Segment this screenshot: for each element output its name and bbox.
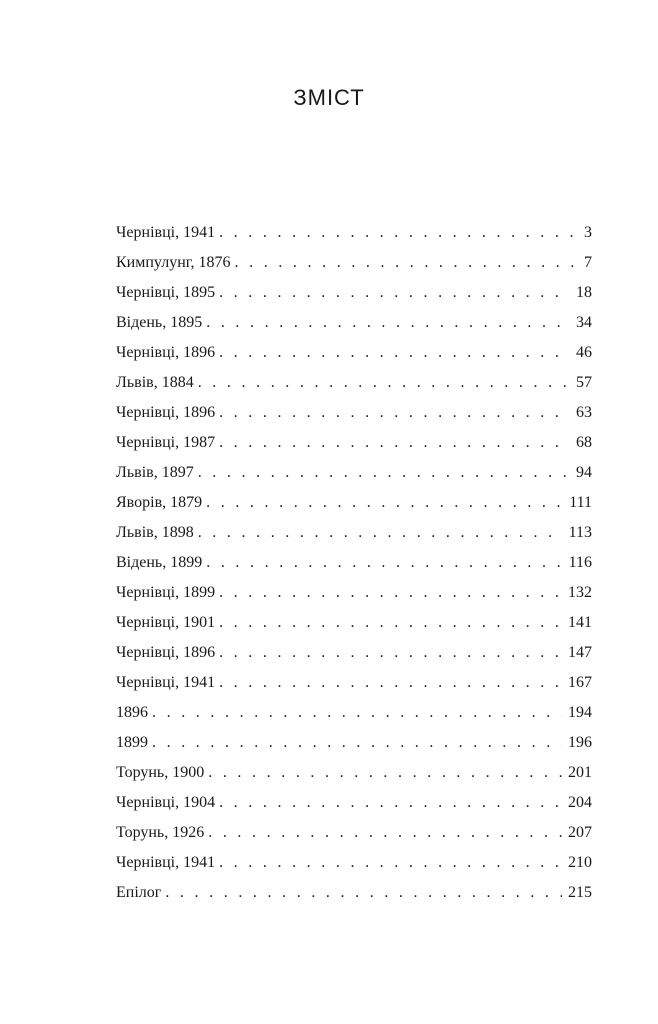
toc-entry-label: Чернівці, 1896 (116, 644, 216, 661)
toc-entry-label: Чернівці, 1987 (116, 434, 216, 451)
dot-leader (152, 728, 562, 758)
toc-entry-label: Чернівці, 1941 (116, 854, 216, 871)
dot-leader (219, 398, 570, 428)
toc-entry-label: Кимпулунг, 1876 (116, 254, 231, 271)
toc-entry (116, 608, 592, 638)
toc-entry-label: Відень, 1895 (116, 314, 203, 331)
toc-entry (116, 488, 592, 518)
dot-leader (208, 818, 562, 848)
toc-entry-page-number: 215 (568, 884, 592, 901)
dot-leader (208, 758, 562, 788)
dot-leader (198, 518, 563, 548)
dot-leader (206, 488, 563, 518)
toc-entry-label: Торунь, 1900 (116, 764, 205, 781)
dot-leader (198, 368, 570, 398)
toc-entry-label: Чернівці, 1901 (116, 614, 216, 631)
table-of-contents (116, 218, 592, 908)
toc-entry (116, 368, 592, 398)
toc-entry-label: Львів, 1884 (116, 374, 194, 391)
toc-entry (116, 308, 592, 338)
toc-entry-page-number: 207 (568, 824, 592, 841)
toc-entry-page-number: 111 (569, 494, 592, 511)
toc-entry-page-number: 7 (584, 254, 592, 271)
dot-leader (219, 668, 562, 698)
toc-entry-label: Чернівці, 1899 (116, 584, 216, 601)
dot-leader (206, 308, 570, 338)
toc-entry-page-number: 141 (568, 614, 592, 631)
toc-entry-page-number: 68 (576, 434, 592, 451)
toc-entry-page-number: 210 (568, 854, 592, 871)
toc-entry-label: Чернівці, 1904 (116, 794, 216, 811)
toc-entry (116, 698, 592, 728)
toc-entry (116, 518, 592, 548)
toc-entry-label: Чернівці, 1896 (116, 404, 216, 421)
toc-entry (116, 728, 592, 758)
toc-entry (116, 248, 592, 278)
toc-entry-label: Чернівці, 1941 (116, 674, 216, 691)
toc-entry-page-number: 116 (568, 554, 592, 571)
toc-entry-page-number: 46 (576, 344, 592, 361)
toc-entry-page-number: 3 (584, 224, 592, 241)
toc-entry (116, 578, 592, 608)
toc-entry-page-number: 18 (576, 284, 592, 301)
toc-entry-label: 1896 (116, 704, 148, 721)
toc-entry (116, 218, 592, 248)
toc-entry-label: 1899 (116, 734, 148, 751)
toc-entry-page-number: 34 (576, 314, 592, 331)
toc-entry-label: Відень, 1899 (116, 554, 203, 571)
toc-entry (116, 428, 592, 458)
toc-entry-page-number: 113 (568, 524, 592, 541)
dot-leader (235, 248, 578, 278)
toc-entry (116, 788, 592, 818)
dot-leader (219, 578, 562, 608)
toc-entry-page-number: 204 (568, 794, 592, 811)
toc-entry (116, 338, 592, 368)
toc-entry (116, 878, 592, 908)
toc-entry-label: Львів, 1898 (116, 524, 194, 541)
toc-entry (116, 458, 592, 488)
toc-entry (116, 278, 592, 308)
toc-entry-page-number: 147 (568, 644, 592, 661)
dot-leader (219, 848, 562, 878)
toc-entry-page-number: 132 (568, 584, 592, 601)
dot-leader (219, 338, 570, 368)
dot-leader (165, 878, 562, 908)
toc-entry-page-number: 94 (576, 464, 592, 481)
toc-entry-label: Чернівці, 1941 (116, 224, 216, 241)
toc-entry-page-number: 167 (568, 674, 592, 691)
toc-entry-page-number: 196 (568, 734, 592, 751)
dot-leader (219, 638, 562, 668)
toc-entry-label: Чернівці, 1895 (116, 284, 216, 301)
toc-entry-label: Чернівці, 1896 (116, 344, 216, 361)
dot-leader (152, 698, 562, 728)
toc-entry-page-number: 201 (568, 764, 592, 781)
dot-leader (206, 548, 562, 578)
toc-entry-label: Львів, 1897 (116, 464, 194, 481)
toc-entry-page-number: 194 (568, 704, 592, 721)
dot-leader (219, 788, 562, 818)
dot-leader (219, 428, 570, 458)
toc-entry (116, 548, 592, 578)
toc-entry-label: Яворів, 1879 (116, 494, 203, 511)
toc-entry (116, 818, 592, 848)
toc-entry (116, 638, 592, 668)
toc-entry-label: Епілог (116, 884, 162, 901)
toc-entry (116, 668, 592, 698)
dot-leader (219, 218, 578, 248)
dot-leader (219, 608, 562, 638)
toc-title: ЗМІСТ (293, 85, 365, 110)
dot-leader (219, 278, 570, 308)
toc-entry-page-number: 63 (576, 404, 592, 421)
toc-entry (116, 848, 592, 878)
dot-leader (198, 458, 570, 488)
toc-entry (116, 758, 592, 788)
toc-entry-page-number: 57 (576, 374, 592, 391)
toc-entry (116, 398, 592, 428)
toc-entry-label: Торунь, 1926 (116, 824, 205, 841)
